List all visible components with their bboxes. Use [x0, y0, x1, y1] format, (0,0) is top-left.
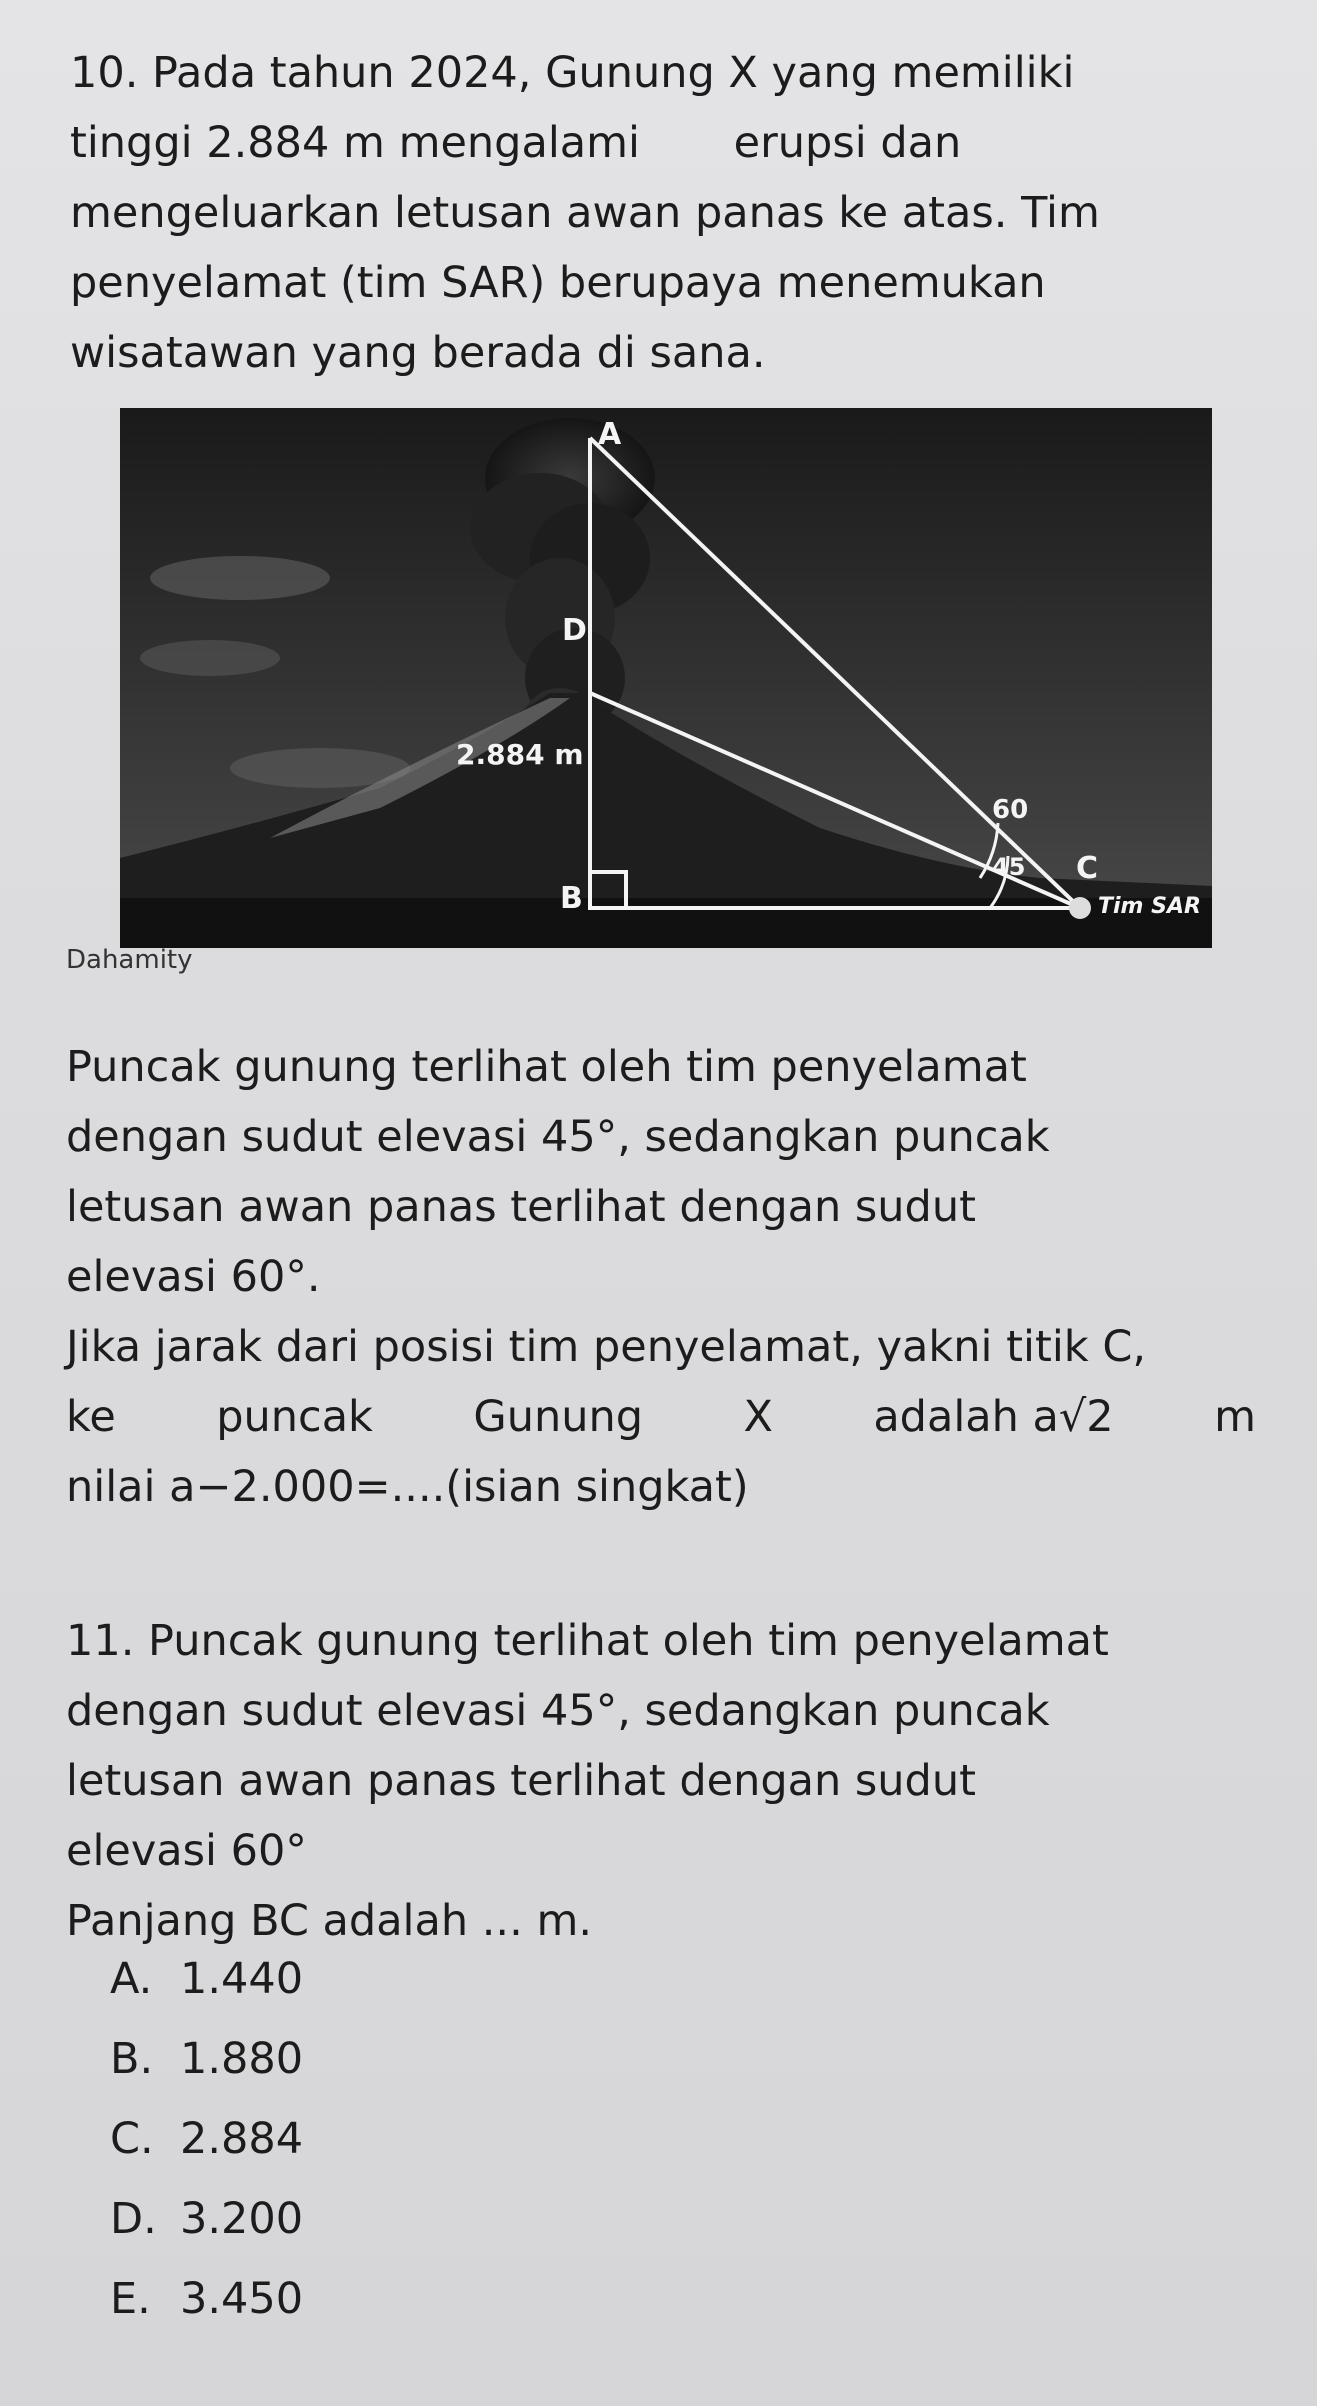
q10-line-4-text: penyelamat (tim SAR) berupaya menemukan [70, 258, 1046, 308]
question-11 [66, 1606, 1266, 1956]
q10-p1-line-4: elevasi 60°. [66, 1252, 321, 1302]
q10-p1-line-1-text: Puncak gunung terlihat oleh tim penyelamat [66, 1042, 1027, 1092]
q10-p2-line-3: nilai a−2.000=....(isian singkat) [66, 1462, 749, 1512]
q10-body [66, 1032, 1266, 1522]
q10-line-2 [70, 108, 1250, 178]
q10-p2-word-puncak: puncak [216, 1392, 373, 1442]
option-value: 3.450 [180, 2274, 304, 2324]
option-value: 1.440 [180, 1954, 304, 2004]
option-d[interactable] [110, 2184, 303, 2254]
q10-line-1: 10. Pada tahun 2024, Gunung X yang memiliki [70, 48, 1075, 98]
volcano-diagram [120, 408, 1212, 948]
q10-line-2-c: dan [880, 118, 962, 168]
volcano-figure [120, 408, 1212, 948]
option-letter: B. [110, 2034, 154, 2084]
option-value: 3.200 [180, 2194, 304, 2244]
option-c[interactable] [110, 2104, 303, 2174]
option-value: 1.880 [180, 2034, 304, 2084]
q11-line-3: letusan awan panas terlihat dengan sudut [66, 1756, 976, 1806]
height-label: 2.884 m [456, 738, 584, 771]
option-letter: E. [110, 2274, 151, 2324]
q10-p2-word-gunung: Gunung [473, 1392, 644, 1442]
q10-line-4 [70, 248, 1250, 318]
angle-60-label: 60 [992, 795, 1029, 825]
option-letter: C. [110, 2114, 154, 2164]
option-b[interactable] [110, 2024, 303, 2094]
cloud [140, 640, 280, 676]
q11-line-2: dengan sudut elevasi 45°, sedangkan puncak [66, 1686, 1050, 1736]
angle-45-label: 45 [992, 853, 1026, 881]
option-value: 2.884 [180, 2114, 304, 2164]
image-credit: Dahamity [66, 945, 193, 975]
label-d: D [562, 613, 587, 648]
q10-line-5: wisatawan yang berada di sana. [70, 328, 766, 378]
q10-p2-word-ke: ke [66, 1392, 116, 1442]
q10-p1-line-2: dengan sudut elevasi 45°, sedangkan puncak [66, 1112, 1050, 1162]
q10-p1-line-3: letusan awan panas terlihat dengan sudut [66, 1182, 976, 1232]
cloud [150, 556, 330, 600]
label-b: B [560, 881, 583, 916]
q10-p1-line-1 [66, 1032, 1266, 1102]
q10-line-3: mengeluarkan letusan awan panas ke atas. Tim [70, 188, 1100, 238]
label-a: A [598, 417, 622, 452]
q10-line-2-b: erupsi [733, 118, 867, 168]
question-10-text [70, 38, 1250, 388]
q10-line-2-a: tinggi 2.884 m mengalami [70, 118, 640, 168]
q10-paragraph-1 [66, 1032, 1266, 1522]
q10-p2-line-1: Jika jarak dari posisi tim penyelamat, yakni titik C, [66, 1322, 1147, 1372]
q11-text [66, 1606, 1266, 1956]
q11-line-5: Panjang BC adalah ... m. [66, 1896, 592, 1946]
option-letter: D. [110, 2194, 157, 2244]
point-c-marker [1069, 897, 1091, 919]
q10-p2-line-2 [66, 1382, 1256, 1452]
q11-line-1: 11. Puncak gunung terlihat oleh tim penyelamat [66, 1616, 1109, 1666]
q11-line-4: elevasi 60° [66, 1826, 307, 1876]
option-letter: A. [110, 1954, 153, 2004]
q10-p2-word-m: m [1214, 1392, 1256, 1442]
option-a[interactable] [110, 1944, 303, 2014]
tim-sar-label: Tim SAR [1098, 894, 1201, 919]
ground [120, 898, 1212, 948]
q10-p2-word-adalah: adalah a√2 [873, 1392, 1114, 1442]
option-e[interactable] [110, 2264, 303, 2334]
label-c: C [1076, 851, 1099, 886]
q10-p2-word-x: X [743, 1392, 773, 1442]
